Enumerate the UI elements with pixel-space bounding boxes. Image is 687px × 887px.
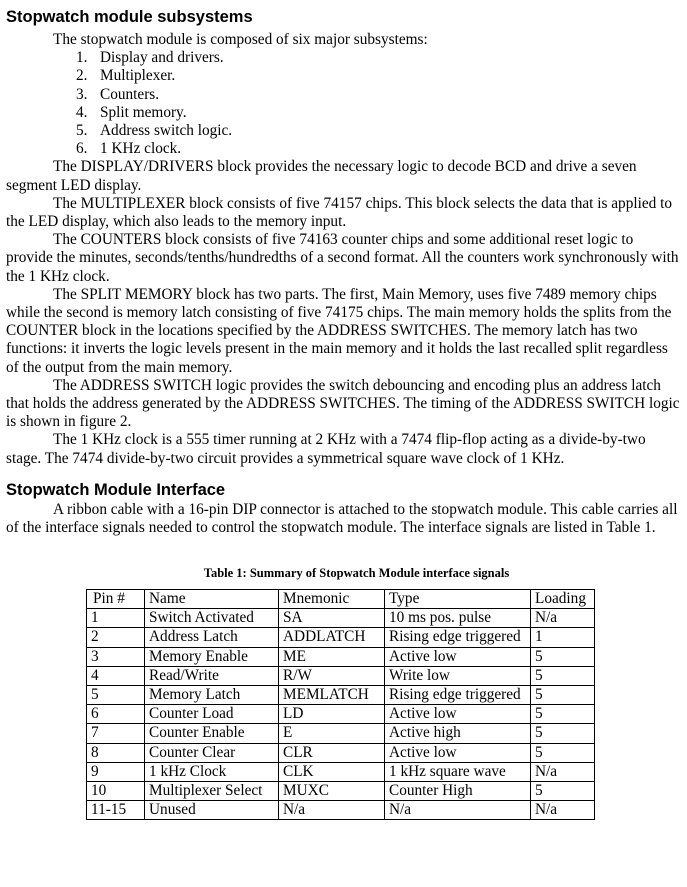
cell-loading: 5 [531,724,595,743]
table-row [87,782,595,801]
cell-type: Write low [385,666,531,685]
cell-name: Memory Latch [145,686,279,705]
cell-pin: 3 [87,647,145,666]
cell-loading: N/a [531,801,595,820]
list-item [6,67,680,85]
table-row [87,609,595,628]
list-text: Split memory. [100,103,187,121]
cell-name: Address Latch [145,628,279,647]
cell-mnemonic: SA [279,609,385,628]
table-caption: Table 1: Summary of Stopwatch Module interface signals [203,566,510,580]
list-item [6,86,680,104]
list-item [6,140,680,158]
cell-name: Counter Load [145,705,279,724]
table-row [87,801,595,820]
cell-loading: 5 [531,666,595,685]
cell-name: 1 kHz Clock [145,762,279,781]
table-row [87,628,595,647]
cell-type: Active low [385,743,531,762]
interface-section [6,501,680,537]
cell-type: Rising edge triggered [385,628,531,647]
cell-name: Switch Activated [145,609,279,628]
list-text: Counters. [100,85,160,103]
cell-type: Active low [385,647,531,666]
interface-signals-table [86,589,595,820]
cell-name: Counter Clear [145,743,279,762]
cell-loading: N/a [531,609,595,628]
list-text: Address switch logic. [100,122,233,140]
header-type: Type [385,590,531,609]
cell-loading: 5 [531,782,595,801]
cell-pin: 8 [87,743,145,762]
cell-type: 1 kHz square wave [385,762,531,781]
cell-mnemonic: MUXC [279,782,385,801]
cell-loading: 5 [531,686,595,705]
list-text: 1 KHz clock. [100,140,182,158]
cell-mnemonic: CLR [279,743,385,762]
header-pin: Pin # [87,590,145,609]
subsystems-section [6,31,680,468]
list-number: 4. [76,103,88,121]
cell-type: Rising edge triggered [385,686,531,705]
list-text: Display and drivers. [100,49,224,67]
list-item [6,49,680,67]
cell-name: Counter Enable [145,724,279,743]
cell-pin: 2 [87,628,145,647]
paragraph-split-memory: The SPLIT MEMORY block has two parts. The first, Main Memory, uses five 7489 memory chips while the second is memory latch consisting of five 74175 chips. The main memory holds the splits from the COUNTER block in the locations specified by the ADDRESS SWITCHES. The memory latch has two functions: it inverts the logic levels present in the main memory and it holds the last recalled split regardless of the output from the main memory. [6,285,672,376]
table-row [87,762,595,781]
cell-name: Unused [145,801,279,820]
cell-loading: N/a [531,762,595,781]
table-row [87,647,595,666]
cell-name: Memory Enable [145,647,279,666]
table-row [87,724,595,743]
cell-mnemonic: LD [279,705,385,724]
cell-pin: 5 [87,686,145,705]
paragraph-multiplexer: The MULTIPLEXER block consists of five 74157 chips. This block selects the data that is applied to the LED display, which also leads to the memory input. [6,194,673,231]
header-mnemonic: Mnemonic [279,590,385,609]
list-number: 2. [76,67,88,85]
cell-name: Read/Write [145,666,279,685]
cell-mnemonic: ADDLATCH [279,628,385,647]
list-text: Multiplexer. [100,67,176,85]
header-loading: Loading [531,590,595,609]
paragraph-clock: The 1 KHz clock is a 555 timer running at 2 KHz with a 7474 flip-flop acting as a divide-by-two stage. The 7474 divide-by-two circuit provides a symmetrical square wave clock of 1 KHz. [6,431,646,467]
cell-loading: 1 [531,628,595,647]
table-row [87,666,595,685]
cell-type: N/a [385,801,531,820]
cell-mnemonic: E [279,724,385,743]
paragraph-counters: The COUNTERS block consists of five 74163 counter chips and some additional reset logic to provide the minutes, seconds/tenths/hundredths of a second format. All the counters work synchronously with the 1 KHz clock. [6,231,679,285]
list-number: 3. [76,85,88,103]
list-number: 6. [76,140,88,158]
section-heading-subsystems: Stopwatch module subsystems [6,8,253,26]
cell-pin: 10 [87,782,145,801]
cell-type: Active low [385,705,531,724]
cell-pin: 6 [87,705,145,724]
cell-mnemonic: ME [279,647,385,666]
table-row [87,705,595,724]
cell-name: Multiplexer Select [145,782,279,801]
list-number: 5. [76,122,88,140]
table-header-row [87,590,595,609]
cell-type: 10 ms pos. pulse [385,609,531,628]
paragraph-display-drivers: The DISPLAY/DRIVERS block provides the necessary logic to decode BCD and drive a seven segment LED display. [6,158,637,194]
cell-mnemonic: R/W [279,666,385,685]
cell-pin: 4 [87,666,145,685]
section-heading-interface: Stopwatch Module Interface [6,481,226,499]
cell-loading: 5 [531,743,595,762]
table-row [87,743,595,762]
table-row [87,686,595,705]
cell-type: Counter High [385,782,531,801]
header-name: Name [145,590,279,609]
cell-mnemonic: N/a [279,801,385,820]
list-item [6,104,680,122]
list-number: 1. [76,49,88,67]
cell-mnemonic: CLK [279,762,385,781]
cell-pin: 7 [87,724,145,743]
subsystems-intro: The stopwatch module is composed of six major subsystems: [53,31,428,48]
subsystems-list [6,49,680,158]
cell-pin: 9 [87,762,145,781]
paragraph-interface: A ribbon cable with a 16-pin DIP connector is attached to the stopwatch module. This cable carries all of the interface signals needed to control the stopwatch module. The interface signals are listed in Table 1. [6,501,678,537]
cell-pin: 1 [87,609,145,628]
cell-loading: 5 [531,705,595,724]
cell-loading: 5 [531,647,595,666]
cell-mnemonic: MEMLATCH [279,686,385,705]
cell-type: Active high [385,724,531,743]
cell-pin: 11-15 [87,801,145,820]
list-item [6,122,680,140]
paragraph-address-switch: The ADDRESS SWITCH logic provides the switch debouncing and encoding plus an address latch that holds the address generated by the ADDRESS SWITCHES. The timing of the ADDRESS SWITCH logic is shown in figure 2. [6,376,680,431]
